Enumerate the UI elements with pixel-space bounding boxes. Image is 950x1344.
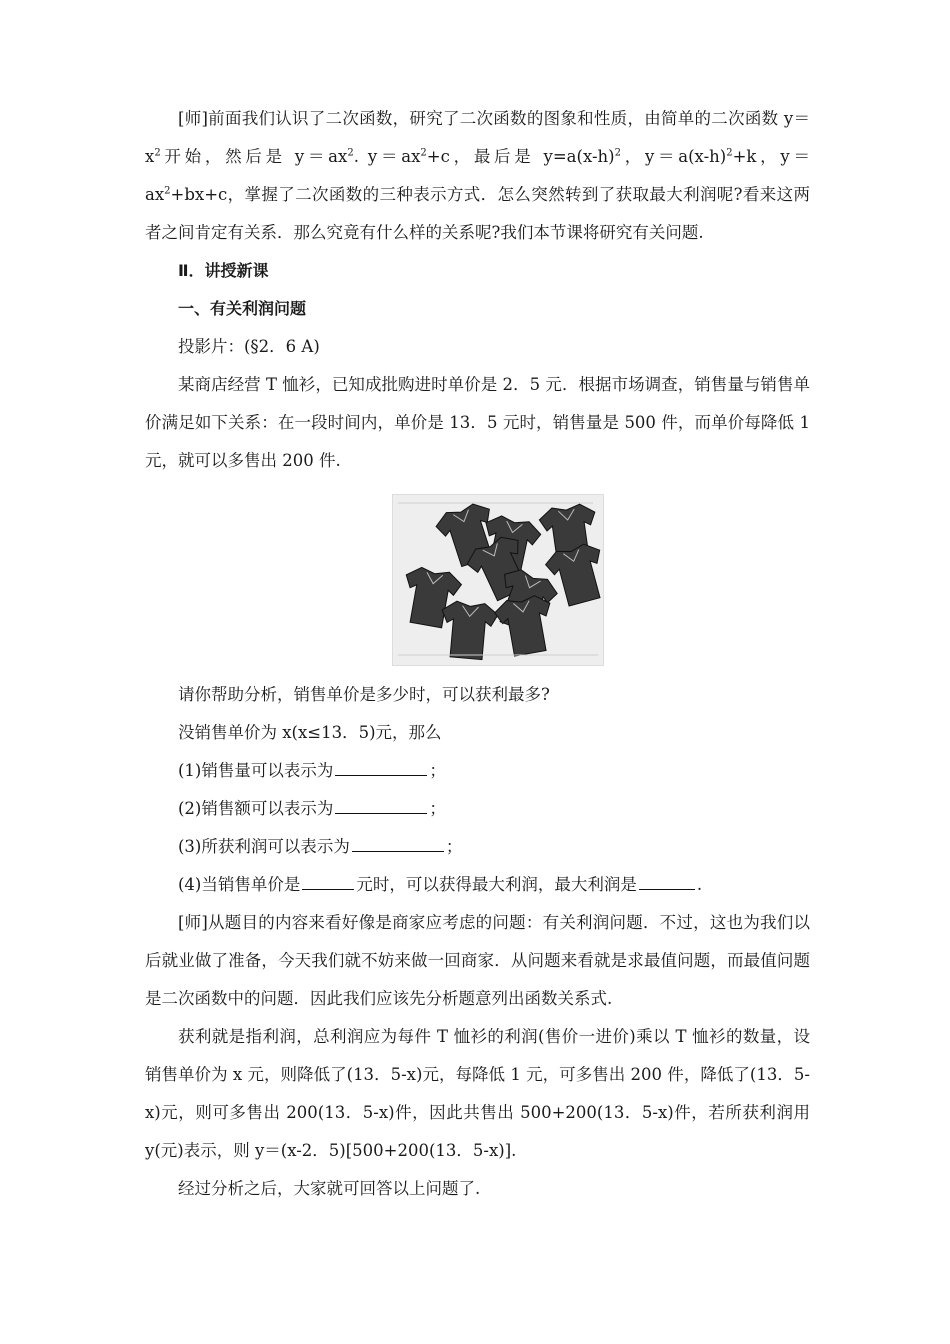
conclusion-paragraph: 经过分析之后，大家就可回答以上问题了. (178, 1179, 481, 1198)
answer-blank-2[interactable] (335, 812, 427, 814)
t-shirts-illustration (393, 495, 603, 665)
intro-paragraph: [师]前面我们认识了二次函数，研究了二次函数的图象和性质，由简单的二次函数 $y=x^2$开始，然后是 $y=ax^2$. $y=ax^2+c$，最后是 $y=a(x-h)^2$，$y=a(x-h)^2+k$，$y=ax^2+bx+c$，掌握了二次函数的三种表示方式．怎么突然转到了获取最大利润呢?看来这两者之间肯定有关系．那么究竟有什么样的关系呢?我们本节课将研究有关问题. (145, 109, 810, 242)
projection-label: 投影片：(§2．6 A) (178, 337, 320, 356)
section-heading: Ⅱ．讲授新课 (178, 261, 269, 280)
document-page (145, 100, 810, 1208)
answer-blank-4b[interactable] (639, 888, 695, 890)
question-1: (1)销售量可以表示为 ； (178, 761, 446, 780)
question-4: (4)当销售单价是 元时，可以获得最大利润，最大利润是 . (178, 875, 703, 894)
question-3: (3)所获利润可以表示为 ； (178, 837, 463, 856)
question-2: (2)销售额可以表示为 ； (178, 799, 446, 818)
question-text: 请你帮助分析，销售单价是多少时，可以获利最多? (178, 685, 550, 704)
answer-blank-1[interactable] (335, 774, 427, 776)
setup-text: 没销售单价为 x(x≤13．5)元，那么 (178, 723, 442, 742)
teacher-paragraph: [师]从题目的内容来看好像是商家应考虑的问题：有关利润问题．不过，这也为我们以后就业做了准备，今天我们就不妨来做一回商家．从问题来看就是求最值问题，而最值问题是二次函数中的问题．因此我们应该先分析题意列出函数关系式. (145, 913, 810, 1008)
subsection-heading: 一、有关利润问题 (178, 299, 307, 318)
answer-blank-3[interactable] (352, 850, 444, 852)
answer-blank-4a[interactable] (302, 888, 354, 890)
problem-paragraph: 某商店经营 T 恤衫，已知成批购进时单价是 2．5 元．根据市场调查，销售量与销售单价满足如下关系：在一段时间内，单价是 13．5 元时，销售量是 500 件，而单价每降低 1 元，就可以多售出 200 件. (145, 375, 810, 470)
analysis-paragraph: 获利就是指利润，总利润应为每件 T 恤衫的利润(售价一进价)乘以 T 恤衫的数量，设销售单价为 x 元，则降低了(13．5-x)元，每降低 1 元，可多售出 200 件，降低了(13．5-x)元，则可多售出 200(13．5-x)件，因此共售出 500+200(13．5-x)件，若所获利润用 y(元)表示，则 y＝(x-2．5)[500+200(13．5-x)]. (145, 1027, 810, 1160)
t-shirts-image (392, 494, 604, 666)
